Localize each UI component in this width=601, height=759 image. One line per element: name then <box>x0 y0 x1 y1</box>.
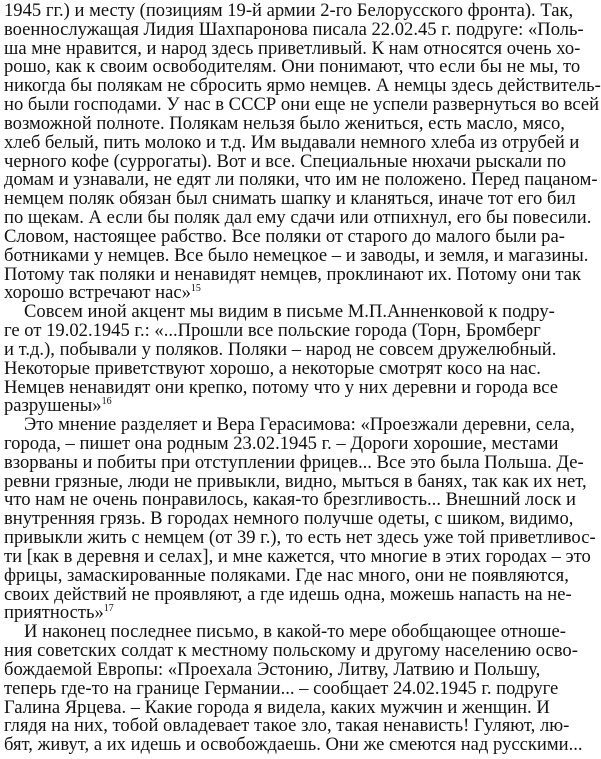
paragraph-first-line: Это мнение разделяет и Вера Герасимова: «Проезжали деревни, села, <box>24 414 575 436</box>
text-line: 1945 гг.) и месту (позициям 19-й армии 2-го Белорусского фронта). Так, <box>4 0 574 21</box>
text-line: Немцев ненавидят они крепко, потому что у них деревни и города все <box>4 376 559 398</box>
text-line: города, – пишет она родным 23.02.1945 г. – Дороги хорошие, местами <box>4 432 559 454</box>
text-line: домам и узнавали, не едят ли поляки, что им не положено. Перед пацаном- <box>4 169 598 191</box>
paragraph-first-line: Совсем иной акцент мы видим в письме М.П.Анненковой к подру- <box>24 301 555 323</box>
text-line: фрицы, замаскированные поляками. Где нас много, они не появляются, <box>4 564 569 586</box>
text-line: своих действий не проявляют, а где идешь одна, можешь напасть на не- <box>4 583 572 605</box>
text-line: Некоторые приветствуют хорошо, а некоторые смотрят косо на нас. <box>4 357 541 379</box>
text-line: рошо, как к своим освободителям. Они понимают, что если бы не мы, то <box>4 56 581 78</box>
text-line: внутренняя грязь. В городах немного получше одеты, с шиком, видимо, <box>4 508 574 530</box>
text-line: военнослужащая Лидия Шахпаронова писала 22.02.45 г. подруге: «Поль- <box>4 18 584 40</box>
text-line: но были господами. У нас в СССР они еще не успели развернуться во всей <box>4 94 600 116</box>
text-line: возможной полноте. Полякам нельзя было жениться, есть масло, мясо, <box>4 112 565 134</box>
text-line: бождаемой Европы: «Проехала Эстонию, Литву, Латвию и Польшу, <box>4 658 541 680</box>
text-line: теперь где-то на границе Германии... – сообщает 24.02.1945 г. подруге <box>4 677 559 699</box>
text-line: ша мне нравится, и народ здесь приветливый. К нам относятся очень хо- <box>4 37 581 59</box>
text-line: что нам не очень понравилось, какая-то брезгливость... Внешний лоск и <box>4 489 576 511</box>
text-line: привыкли жить с немцем (от 39 г.), то есть нет здесь уже той приветливос- <box>4 527 596 549</box>
text-line: ботниками у немцев. Все было немецкое – и заводы, и земля, и магазины. <box>4 244 589 266</box>
text-line: немцем поляк обязан был снимать шапку и кланяться, иначе тот его бил <box>4 188 576 210</box>
text-line: и т.д.), побывали у поляков. Поляки – народ не совсем дружелюбный. <box>4 338 557 360</box>
text-line: никогда бы полякам не сбросить ярмо немцев. А немцы здесь действитель- <box>4 75 601 97</box>
text-line: Галина Ярцева. – Какие города я видела, каких мужчин и женщин. И <box>4 696 550 718</box>
text-line: ния советских солдат к местному польскому и другому населению осво- <box>4 640 578 662</box>
footnote-ref: 17 <box>103 603 114 615</box>
text-line: разрушены»$^{16}$ <box>4 395 112 417</box>
paragraph-first-line: И наконец последнее письмо, в какой-то мере обобщающее отноше- <box>24 621 566 643</box>
text-line: Потому так поляки и ненавидят немцев, проклинают их. Потому они так <box>4 263 582 285</box>
text-line: взорваны и побиты при отступлении фрицев... Все это была Польша. Де- <box>4 451 584 473</box>
footnote-ref: 15 <box>190 283 201 295</box>
text-line: по щекам. А если бы поляк дал ему сдачи или отпихнул, его бы повесили. <box>4 207 592 229</box>
text-line: хлеб белый, пить молоко и т.д. Им выдавали немного хлеба из отрубей и <box>4 131 580 153</box>
text-line: ге от 19.02.1945 г.: «...Прошли все польские города (Торн, Бромберг <box>4 320 541 342</box>
text-line: черного кофе (суррогаты). Вот и все. Специальные нюхачи рыскали по <box>4 150 566 172</box>
text-line: бят, живут, а их идешь и освобождаешь. Они же смеются над русскими... <box>4 734 583 756</box>
text-line: Словом, настоящее рабство. Все поляки от старого до малого были ра- <box>4 225 565 247</box>
text-line: глядя на них, тобой овладевает такое зло, такая ненависть! Гуляют, лю- <box>4 715 570 737</box>
footnote-ref: 16 <box>101 396 112 408</box>
text-line: ти [как в деревня и селах], и мне кажется, что многие в этих городах – это <box>4 545 591 567</box>
text-line: хорошо встречают нас»$^{15}$ <box>4 282 201 304</box>
text-line: ревни грязные, люди не привыкли, видно, мыться в банях, так как их нет, <box>4 470 587 492</box>
text-line: приятность»$^{17}$ <box>4 602 114 624</box>
